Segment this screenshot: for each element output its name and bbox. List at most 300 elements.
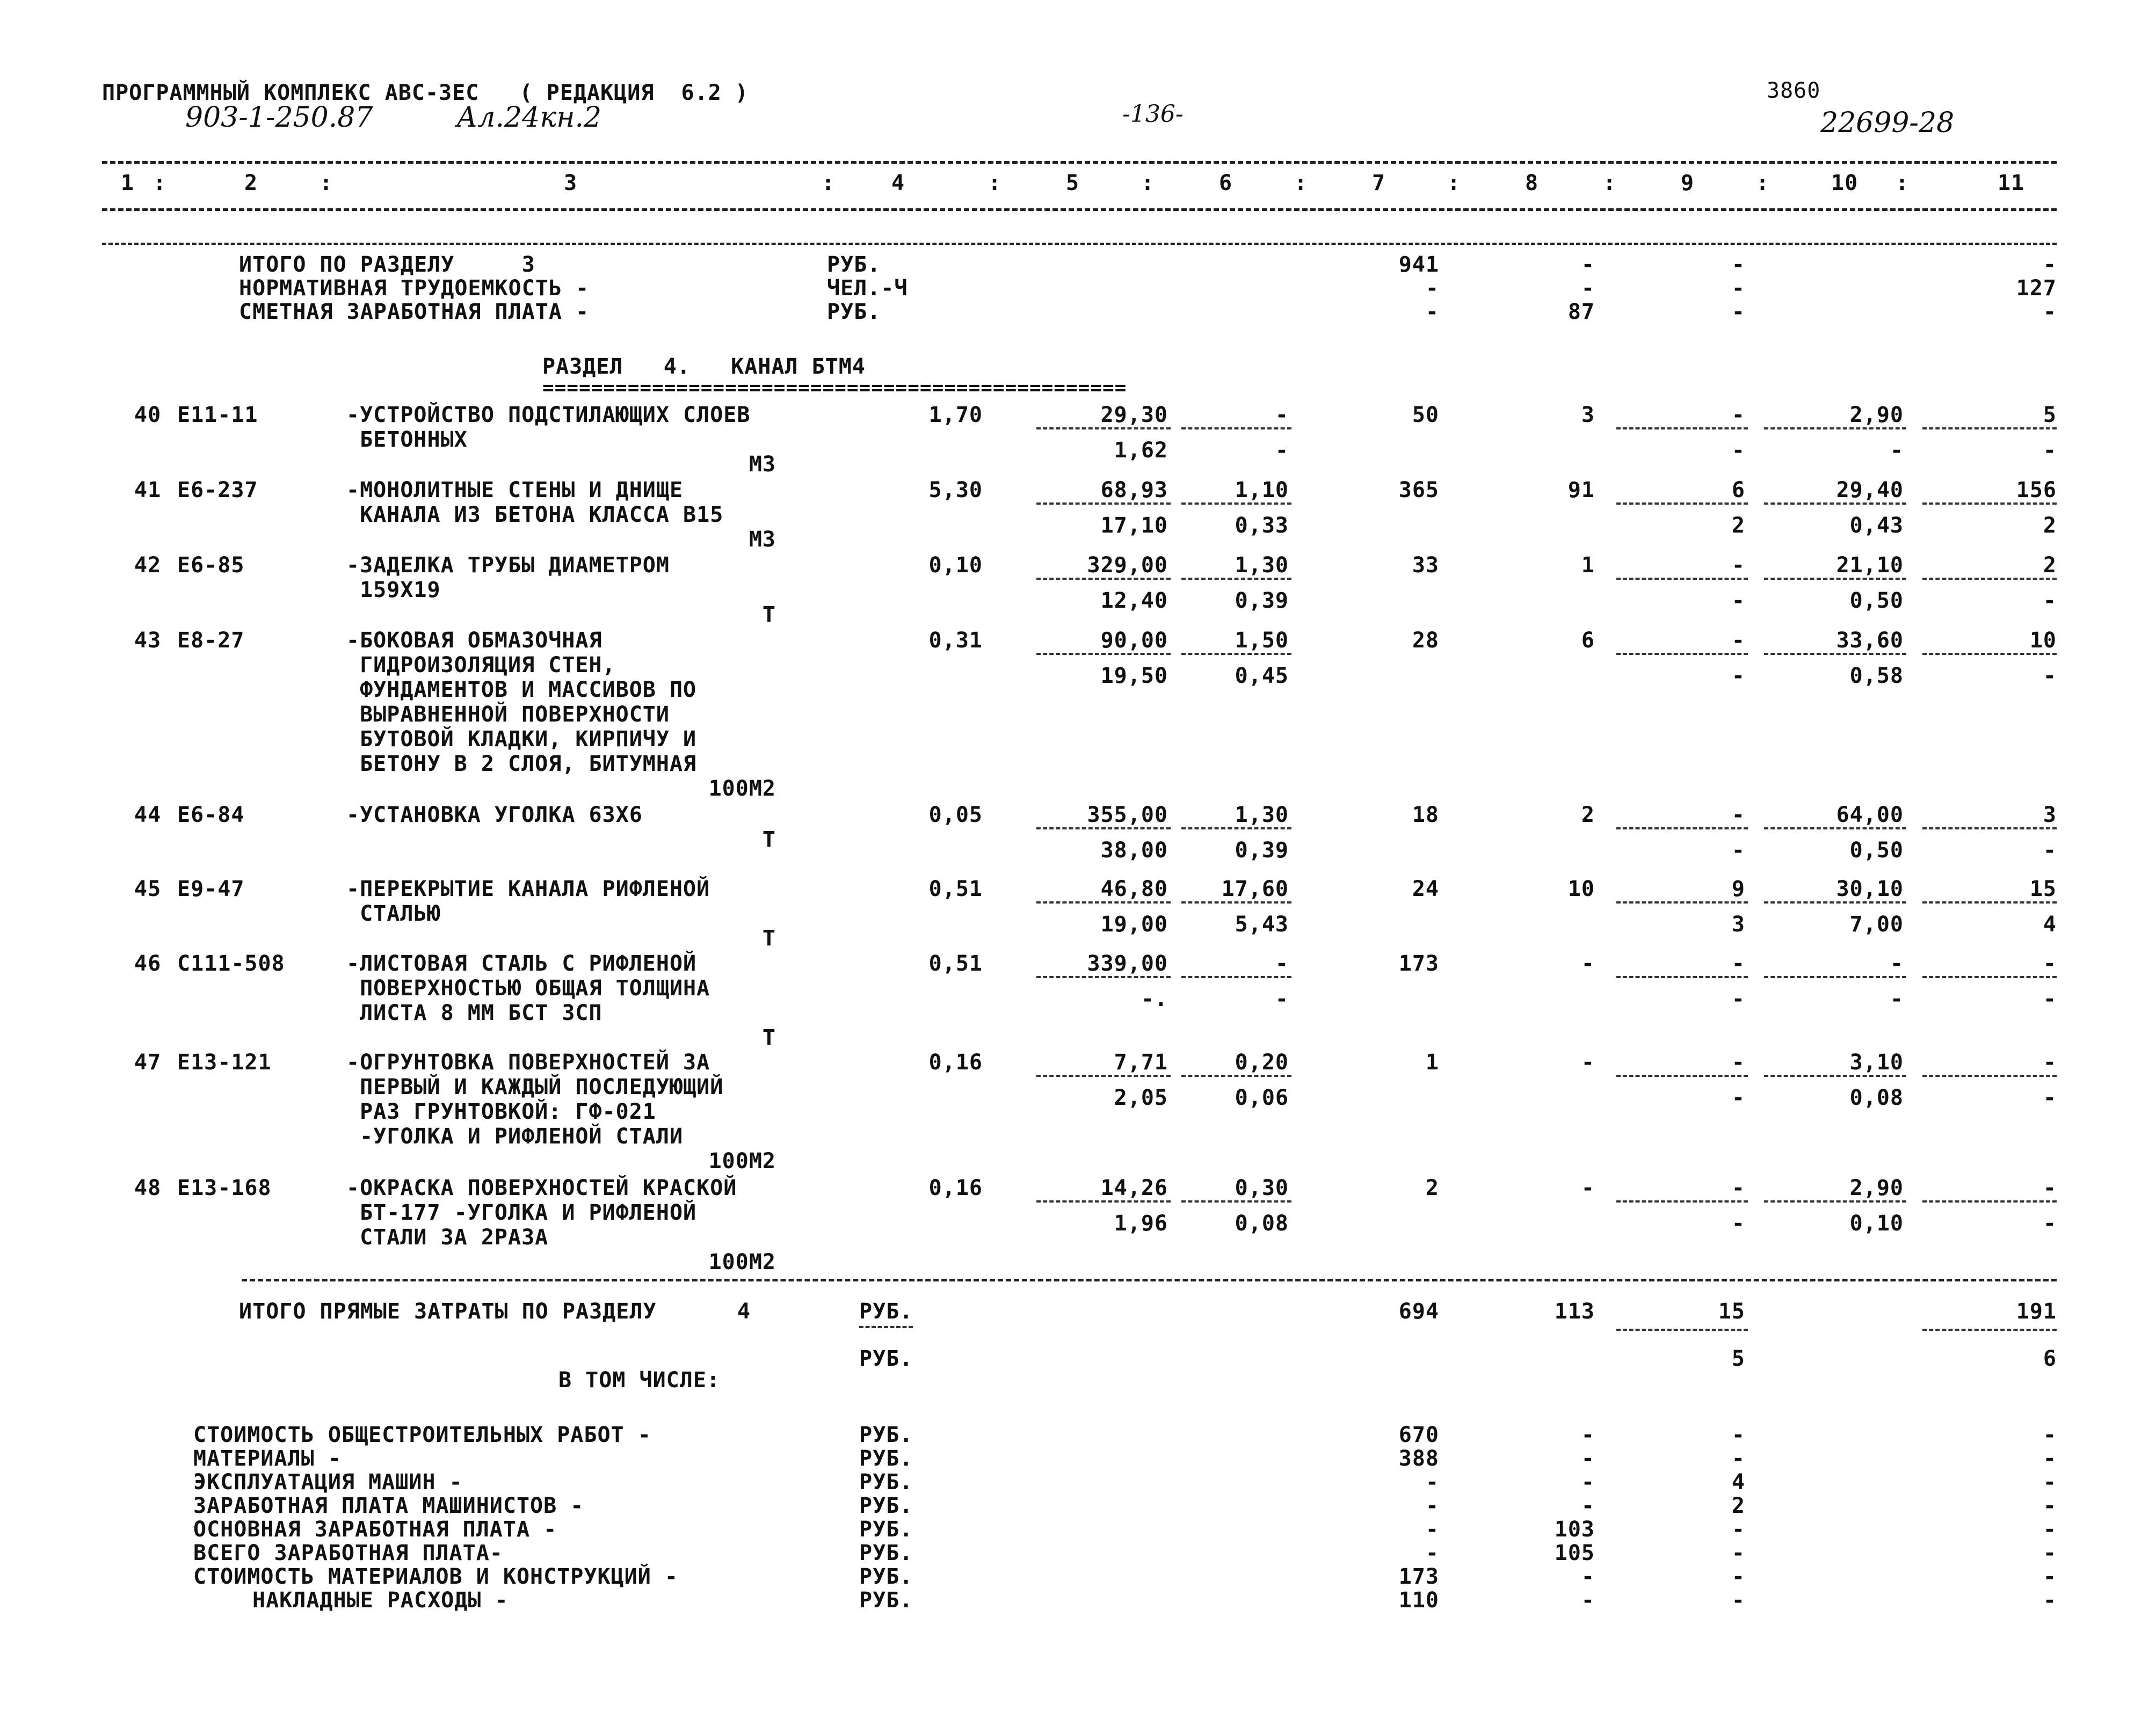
cost-rule [1764,827,1906,829]
labor-per-unit: 64,00 [1836,803,1904,827]
item-description: -УГОЛКА И РИФЛЕНОЙ СТАЛИ [346,1124,684,1149]
unit-price-machinists: - [1275,438,1289,463]
labor-machinists-unit: 7,00 [1849,912,1904,937]
direct-total-col11-machinists: 6 [2043,1346,2057,1371]
labor-per-unit: 21,10 [1836,553,1904,578]
cost-wages: - [1581,1176,1595,1200]
column-number: 8 [1525,171,1539,195]
breakdown-col8: 105 [1554,1541,1595,1565]
unit-price-total: 7,71 [1114,1050,1168,1075]
unit-price-wages: 1,96 [1114,1211,1168,1236]
unit-price-total: 14,26 [1100,1176,1168,1200]
unit-price-wages: 19,50 [1100,664,1168,688]
unit-price-machinists: 0,39 [1235,838,1289,863]
item-description: ВЫРАВНЕННОЙ ПОВЕРХНОСТИ [346,702,670,727]
breakdown-col8: - [1581,1588,1595,1613]
cost-total: 50 [1412,403,1439,427]
breakdown-col7: - [1425,1541,1439,1565]
column-number: 1 [121,171,135,195]
item-quantity: 0,51 [928,877,983,901]
item-number: 40 [134,403,162,427]
breakdown-col11: - [2043,1494,2057,1518]
breakdown-unit: РУБ. [859,1446,913,1471]
cost-rule [1922,1075,2057,1077]
cost-total: 28 [1412,628,1439,653]
breakdown-col11: - [2043,1423,2057,1447]
unit-price-rule [1181,1200,1291,1203]
labor-total: 5 [2043,403,2057,427]
section-rule [102,243,2057,245]
column-number: : [1896,171,1910,195]
labor-machinists-total: - [2043,987,2057,1011]
item-description: -ОКРАСКА ПОВЕРХНОСТЕЙ КРАСКОЙ [346,1176,737,1200]
column-number: : [1447,171,1461,195]
labor-total: 2 [2043,553,2057,578]
item-quantity: 5,30 [928,478,983,502]
cost-machinists: - [1731,1086,1745,1110]
unit-price-rule [1181,901,1291,904]
unit-price-total: 339,00 [1087,951,1168,976]
breakdown-col11: - [2043,1588,2057,1613]
cost-rule [1764,1200,1906,1203]
column-number: : [1294,171,1308,195]
total-col7: - [1425,276,1439,301]
column-number: : [320,171,333,195]
labor-machinists-unit: 0,08 [1849,1086,1904,1110]
direct-total-unit: РУБ. [859,1299,913,1324]
cost-rule [1922,976,2057,978]
total-label: НОРМАТИВНАЯ ТРУДОЕМКОСТЬ - [239,276,590,301]
labor-machinists-total: - [2043,664,2057,688]
column-number: 11 [1998,171,2025,195]
cost-total: 173 [1398,951,1439,976]
column-number: : [1603,171,1617,195]
cost-rule [1764,578,1906,580]
column-number: 9 [1681,171,1695,195]
unit-price-machinists: 0,06 [1235,1086,1289,1110]
breakdown-col9: - [1731,1564,1745,1589]
unit-price-machines: 17,60 [1221,877,1289,901]
labor-machinists-total: 4 [2043,912,2057,937]
cost-rule [1616,578,1748,580]
cost-rule [1616,827,1748,829]
total-unit: РУБ. [827,300,881,324]
cost-rule [1764,653,1906,655]
item-description: -ЗАДЕЛКА ТРУБЫ ДИАМЕТРОМ [346,553,670,578]
labor-per-unit: 29,40 [1836,478,1904,502]
column-number: 4 [891,171,905,195]
breakdown-col9: 4 [1731,1470,1745,1495]
total-col7: 941 [1398,252,1439,277]
unit-price-total: 29,30 [1100,403,1168,427]
total-col8: - [1581,252,1595,277]
item-description: -МОНОЛИТНЫЕ СТЕНЫ И ДНИЩЕ [346,478,684,502]
item-description: КАНАЛА ИЗ БЕТОНА КЛАССА В15 [346,502,724,527]
item-quantity: 0,05 [928,803,983,827]
breakdown-col11: - [2043,1470,2057,1495]
item-description: БУТОВОЙ КЛАДКИ, КИРПИЧУ И [346,727,697,752]
cost-machines: - [1731,1176,1745,1200]
labor-machinists-total: - [2043,838,2057,863]
cost-total: 2 [1425,1176,1439,1200]
cost-rule [1616,1075,1748,1077]
total-col8: 87 [1567,300,1595,324]
labor-per-unit: 33,60 [1836,628,1904,653]
item-code: Е11-11 [177,403,258,427]
unit-price-wages: -. [1141,987,1168,1011]
unit-price-wages: 2,05 [1114,1086,1168,1110]
item-code: Е13-168 [177,1176,272,1200]
item-number: 43 [134,628,162,653]
labor-machinists-unit: 0,10 [1849,1211,1904,1236]
labor-machinists-total: - [2043,1211,2057,1236]
item-description: ПОВЕРХНОСТЬЮ ОБЩАЯ ТОЛЩИНА [346,976,710,1001]
breakdown-col7: - [1425,1470,1439,1495]
cost-machinists: - [1731,1211,1745,1236]
direct-total-rule [1616,1329,1748,1331]
labor-machinists-total: 2 [2043,513,2057,538]
cost-machinists: - [1731,664,1745,688]
item-quantity: 0,31 [928,628,983,653]
item-description: БТ-177 -УГОЛКА И РИФЛЕНОЙ [346,1200,697,1225]
total-label: СМЕТНАЯ ЗАРАБОТНАЯ ПЛАТА - [239,300,590,324]
header-rule-bottom [102,208,2057,211]
labor-total: - [2043,951,2057,976]
breakdown-col7: 388 [1398,1446,1439,1471]
breakdown-unit: РУБ. [859,1423,913,1447]
unit-price-machines: 1,50 [1235,628,1289,653]
cost-wages: 1 [1581,553,1595,578]
breakdown-col7: 173 [1398,1564,1439,1589]
unit-price-rule [1181,1075,1291,1077]
cost-rule [1764,976,1906,978]
total-rule [242,1279,2057,1281]
item-code: Е8-27 [177,628,245,653]
breakdown-label: ОСНОВНАЯ ЗАРАБОТНАЯ ПЛАТА - [193,1517,557,1542]
direct-total-rule [1922,1329,2057,1331]
item-unit: 100М2 [708,1250,776,1274]
total-col9: - [1731,276,1745,301]
labor-machinists-unit: - [1890,438,1904,463]
labor-total: 3 [2043,803,2057,827]
sheet-ref: Ал.24кн.2 [456,101,602,134]
item-description: БЕТОННЫХ [346,427,468,452]
item-number: 45 [134,877,162,901]
cost-machinists: - [1731,438,1745,463]
breakdown-unit: РУБ. [859,1564,913,1589]
labor-total: - [2043,1050,2057,1075]
item-number: 44 [134,803,162,827]
column-number: 3 [564,171,578,195]
item-number: 47 [134,1050,162,1075]
total-unit: ЧЕЛ.-Ч [827,276,908,301]
column-number: : [822,171,836,195]
inventory-number: 22699-28 [1820,107,1955,139]
item-code: Е6-237 [177,478,258,502]
cost-total: 1 [1425,1050,1439,1075]
breakdown-col9: - [1731,1446,1745,1471]
item-description: -БОКОВАЯ ОБМАЗОЧНАЯ [346,628,602,653]
breakdown-col7: - [1425,1494,1439,1518]
item-description: ПЕРВЫЙ И КАЖДЫЙ ПОСЛЕДУЮЩИЙ [346,1075,724,1099]
item-quantity: 0,16 [928,1176,983,1200]
unit-price-total: 68,93 [1100,478,1168,502]
item-description: СТАЛИ ЗА 2РАЗА [346,1225,549,1250]
direct-total-rule [859,1326,913,1328]
item-unit: Т [762,1025,776,1050]
unit-price-machinists: - [1275,987,1289,1011]
breakdown-unit: РУБ. [859,1494,913,1518]
unit-price-machinists: 0,08 [1235,1211,1289,1236]
direct-total-unit: РУБ. [859,1346,913,1371]
unit-price-rule [1036,427,1171,429]
cost-rule [1922,578,2057,580]
item-description: БЕТОНУ В 2 СЛОЯ, БИТУМНАЯ [346,752,697,776]
item-description: РАЗ ГРУНТОВКОЙ: ГФ-021 [346,1099,656,1124]
unit-price-machinists: 5,43 [1235,912,1289,937]
program-header: ПРОГРАММНЫЙ КОМПЛЕКС АВС-3ЕС ( РЕДАКЦИЯ 6.2 ) [102,81,749,105]
total-col11: - [2043,252,2057,277]
breakdown-col11: - [2043,1446,2057,1471]
labor-machinists-unit: 0,50 [1849,588,1904,613]
top-code: 3860 [1767,78,1821,103]
cost-rule [1764,427,1906,429]
item-unit: М3 [749,452,776,477]
cost-total: 18 [1412,803,1439,827]
cost-machinists: - [1731,588,1745,613]
item-description: -ПЕРЕКРЫТИЕ КАНАЛА РИФЛЕНОЙ [346,877,710,901]
unit-price-rule [1036,578,1171,580]
direct-total-col9: 15 [1718,1299,1745,1324]
item-unit: 100М2 [708,1149,776,1174]
direct-total-col7: 694 [1398,1299,1439,1324]
total-col7: - [1425,300,1439,324]
unit-price-total: 90,00 [1100,628,1168,653]
breakdown-col11: - [2043,1541,2057,1565]
cost-wages: 6 [1581,628,1595,653]
item-description: 159Х19 [346,578,441,602]
unit-price-wages: 17,10 [1100,513,1168,538]
unit-price-rule [1036,502,1171,505]
breakdown-unit: РУБ. [859,1470,913,1495]
item-description: ГИДРОИЗОЛЯЦИЯ СТЕН, [346,653,616,677]
breakdown-label: СТОИМОСТЬ ОБЩЕСТРОИТЕЛЬНЫХ РАБОТ - [193,1423,651,1447]
unit-price-machines: 1,30 [1235,803,1289,827]
direct-total-label: ИТОГО ПРЯМЫЕ ЗАТРАТЫ ПО РАЗДЕЛУ 4 [239,1299,751,1324]
item-quantity: 1,70 [928,403,983,427]
direct-total-col8: 113 [1554,1299,1595,1324]
item-description: -ОГРУНТОВКА ПОВЕРХНОСТЕЙ ЗА [346,1050,710,1075]
cost-total: 24 [1412,877,1439,901]
labor-total: 15 [2029,877,2057,901]
item-code: Е13-121 [177,1050,272,1075]
item-description: -УСТРОЙСТВО ПОДСТИЛАЮЩИХ СЛОЕВ [346,403,751,427]
cost-wages: 2 [1581,803,1595,827]
total-col9: - [1731,252,1745,277]
unit-price-machines: 0,30 [1235,1176,1289,1200]
breakdown-col8: - [1581,1470,1595,1495]
column-number: : [1141,171,1155,195]
total-label: ИТОГО ПО РАЗДЕЛУ 3 [239,252,535,277]
item-unit: 100М2 [708,776,776,801]
total-col11: - [2043,300,2057,324]
item-unit: М3 [749,527,776,552]
unit-price-wages: 19,00 [1100,912,1168,937]
item-description: ЛИСТА 8 ММ БСТ 3СП [346,1001,602,1025]
unit-price-rule [1036,653,1171,655]
cost-rule [1616,653,1748,655]
labor-per-unit: 30,10 [1836,877,1904,901]
total-col9: - [1731,300,1745,324]
item-code: Е6-85 [177,553,245,578]
cost-rule [1922,427,2057,429]
column-number: 6 [1219,171,1233,195]
labor-machinists-unit: 0,43 [1849,513,1904,538]
labor-machinists-unit: - [1890,987,1904,1011]
unit-price-rule [1036,976,1171,978]
item-quantity: 0,16 [928,1050,983,1075]
including-title: В ТОМ ЧИСЛЕ: [558,1368,720,1393]
labor-total: 10 [2029,628,2057,653]
unit-price-machines: - [1275,951,1289,976]
item-quantity: 0,10 [928,553,983,578]
unit-price-rule [1181,653,1291,655]
cost-machines: 6 [1731,478,1745,502]
item-number: 46 [134,951,162,976]
breakdown-col8: 103 [1554,1517,1595,1542]
column-number: : [988,171,1002,195]
item-number: 48 [134,1176,162,1200]
direct-total-col9-machinists: 5 [1731,1346,1745,1371]
unit-price-rule [1181,502,1291,505]
labor-per-unit: 2,90 [1849,403,1904,427]
labor-machinists-total: - [2043,1086,2057,1110]
unit-price-rule [1036,827,1171,829]
cost-machinists: 3 [1731,912,1745,937]
labor-total: 156 [2016,478,2057,502]
breakdown-col11: - [2043,1564,2057,1589]
cost-rule [1764,1075,1906,1077]
item-description: -УСТАНОВКА УГОЛКА 63Х6 [346,803,643,827]
cost-rule [1922,901,2057,904]
item-description: -ЛИСТОВАЯ СТАЛЬ С РИФЛЕНОЙ [346,951,697,976]
breakdown-col8: - [1581,1494,1595,1518]
cost-wages: 3 [1581,403,1595,427]
labor-per-unit: 3,10 [1849,1050,1904,1075]
unit-price-machinists: 0,45 [1235,664,1289,688]
labor-machinists-total: - [2043,438,2057,463]
total-unit: РУБ. [827,252,881,277]
unit-price-rule [1181,976,1291,978]
doc-code: 903-1-250.87 [185,101,373,134]
breakdown-label: ЭКСПЛУАТАЦИЯ МАШИН - [193,1470,463,1495]
item-code: Е6-84 [177,803,245,827]
cost-machines: 9 [1731,877,1745,901]
breakdown-col11: - [2043,1517,2057,1542]
breakdown-label: ВСЕГО ЗАРАБОТНАЯ ПЛАТА- [193,1541,503,1565]
labor-per-unit: - [1890,951,1904,976]
cost-wages: - [1581,951,1595,976]
cost-rule [1616,427,1748,429]
direct-total-col11: 191 [2016,1299,2057,1324]
column-number: 7 [1372,171,1386,195]
cost-rule [1922,653,2057,655]
labor-total: - [2043,1176,2057,1200]
cost-rule [1616,901,1748,904]
breakdown-unit: РУБ. [859,1541,913,1565]
unit-price-wages: 38,00 [1100,838,1168,863]
item-quantity: 0,51 [928,951,983,976]
cost-rule [1616,976,1748,978]
breakdown-col8: - [1581,1564,1595,1589]
cost-total: 365 [1398,478,1439,502]
section-title: РАЗДЕЛ 4. КАНАЛ БТМ4 [542,354,866,379]
labor-machinists-unit: 0,58 [1849,664,1904,688]
cost-machines: - [1731,628,1745,653]
breakdown-unit: РУБ. [859,1517,913,1542]
cost-machines: - [1731,803,1745,827]
item-unit: Т [762,827,776,852]
breakdown-col7: 110 [1398,1588,1439,1613]
cost-rule [1922,827,2057,829]
cost-wages: 10 [1567,877,1595,901]
cost-machines: - [1731,951,1745,976]
breakdown-col8: - [1581,1446,1595,1471]
section-title-rule: ================================================ [542,377,1127,399]
column-number: 10 [1831,171,1859,195]
cost-rule [1922,1200,2057,1203]
breakdown-col9: - [1731,1541,1745,1565]
unit-price-rule [1036,901,1171,904]
breakdown-label: ЗАРАБОТНАЯ ПЛАТА МАШИНИСТОВ - [193,1494,584,1518]
cost-wages: - [1581,1050,1595,1075]
breakdown-col7: 670 [1398,1423,1439,1447]
unit-price-machines: 0,20 [1235,1050,1289,1075]
unit-price-machinists: 0,33 [1235,513,1289,538]
item-code: С111-508 [177,951,285,976]
total-col11: 127 [2016,276,2057,301]
item-description: СТАЛЬЮ [346,901,441,926]
cost-machines: - [1731,403,1745,427]
breakdown-col9: - [1731,1423,1745,1447]
unit-price-wages: 12,40 [1100,588,1168,613]
cost-rule [1764,502,1906,505]
breakdown-col9: - [1731,1588,1745,1613]
breakdown-col9: - [1731,1517,1745,1542]
cost-total: 33 [1412,553,1439,578]
cost-machinists: - [1731,838,1745,863]
cost-machines: - [1731,553,1745,578]
column-number: : [1756,171,1770,195]
column-number: 2 [244,171,258,195]
unit-price-rule [1181,427,1291,429]
item-number: 41 [134,478,162,502]
cost-rule [1922,502,2057,505]
unit-price-wages: 1,62 [1114,438,1168,463]
item-unit: Т [762,602,776,627]
breakdown-col7: - [1425,1517,1439,1542]
header-rule-top [102,161,2057,164]
item-code: Е9-47 [177,877,245,901]
unit-price-rule [1036,1075,1171,1077]
cost-rule [1616,1200,1748,1203]
column-number: : [153,171,167,195]
unit-price-rule [1181,578,1291,580]
breakdown-col8: - [1581,1423,1595,1447]
unit-price-rule [1036,1200,1171,1203]
unit-price-machines: 1,30 [1235,553,1289,578]
total-col8: - [1581,276,1595,301]
